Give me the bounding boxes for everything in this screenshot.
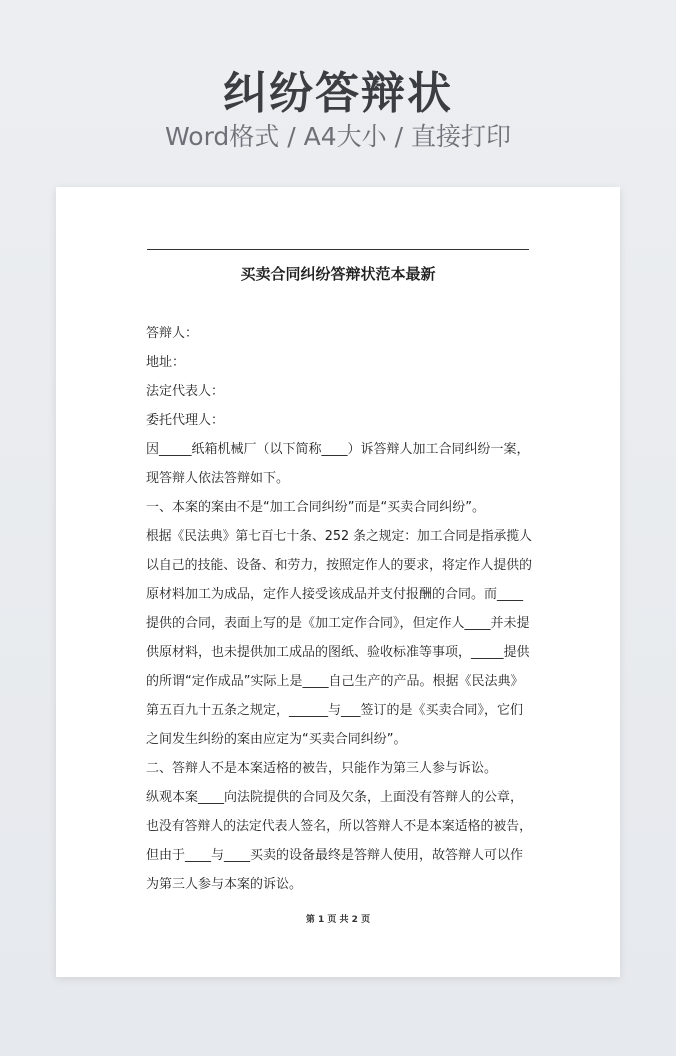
document-page xyxy=(56,187,620,977)
section-heading-2: 二、答辩人不是本案适格的被告，只能作为第三人参与诉讼。 xyxy=(146,761,498,776)
body-line: 供原材料，也未提供加工成品的图纸、验收标准等事项，_____提供 xyxy=(146,645,530,660)
document-title: 买卖合同纠纷答辩状范本最新 xyxy=(240,265,436,283)
banner-subtitle: Word格式 / A4大小 / 直接打印 xyxy=(165,122,511,151)
body-line: 但由于____与____买卖的设备最终是答辩人使用，故答辩人可以作 xyxy=(146,848,524,863)
body-line: 的所谓“定作成品”实际上是____自己生产的产品。根据《民法典》 xyxy=(146,674,524,689)
address-line: 地址： xyxy=(146,355,186,370)
body-line: 纵观本案____向法院提供的合同及欠条，上面没有答辩人的公章， xyxy=(146,790,524,805)
body-line: 以自己的技能、设备、和劳力，按照定作人的要求，将定作人提供的 xyxy=(146,558,533,573)
body-line: 之间发生纠纷的案由应定为“买卖合同纠纷”。 xyxy=(146,732,407,747)
body-line: 现答辩人依法答辩如下。 xyxy=(146,471,290,486)
respondent-line: 答辩人： xyxy=(146,326,199,341)
legal-representative-line: 法定代表人： xyxy=(146,384,225,399)
body-line: 也没有答辩人的法定代表人签名，所以答辩人不是本案适格的被告， xyxy=(146,819,533,834)
document-body xyxy=(146,319,532,899)
body-line: 第五百九十五条之规定，______与___签订的是《买卖合同》，它们 xyxy=(146,703,524,718)
section-heading-1: 一、本案的案由不是“加工合同纠纷”而是“买卖合同纠纷”。 xyxy=(146,500,485,515)
body-line: 提供的合同，表面上写的是《加工定作合同》，但定作人____并未提 xyxy=(146,616,530,631)
body-line: 原材料加工为成品，定作人接受该成品并支付报酬的合同。而____ xyxy=(146,587,524,602)
body-line: 因_____纸箱机械厂（以下简称____）诉答辩人加工合同纠纷一案， xyxy=(146,442,530,457)
page-number: 第 1 页 共 2 页 xyxy=(305,915,371,925)
agent-line: 委托代理人： xyxy=(146,413,225,428)
header-rule xyxy=(147,249,529,250)
body-line: 根据《民法典》第七百七十条、252 条之规定：加工合同是指承揽人 xyxy=(146,529,532,544)
body-line: 为第三人参与本案的诉讼。 xyxy=(146,877,303,892)
banner-title: 纠纷答辩状 xyxy=(223,68,453,119)
